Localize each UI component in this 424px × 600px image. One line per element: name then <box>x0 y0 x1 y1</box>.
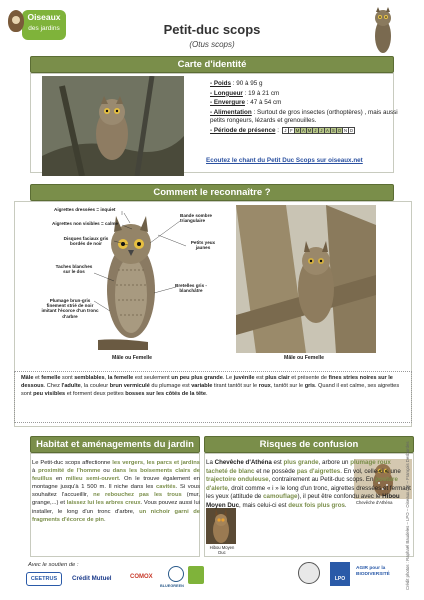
habitat-highlight: ne rebouchez pas les trous <box>93 492 182 499</box>
risk-highlight: plumage roux tacheté de blanc <box>206 459 391 475</box>
desc-highlight: variable <box>191 382 213 389</box>
habitat-phrase: ou <box>100 468 113 475</box>
desc-text: tirant tantôt sur le <box>212 382 259 389</box>
longueur-value: : 19 à 21 cm <box>242 89 280 97</box>
desc-text: est <box>254 375 266 381</box>
habitat-phrase: , <box>143 460 147 466</box>
longueur-row <box>210 90 400 98</box>
month-cell: M <box>307 128 312 134</box>
annotation-aigrettes-dressees: Aigrettes dressées = inquiet <box>54 207 116 212</box>
month-cell: J <box>312 127 319 134</box>
risks-section-heading: Risques de confusion <box>204 436 414 453</box>
desc-text: , tantôt sur le <box>270 382 305 389</box>
periode-sep: : <box>275 127 279 135</box>
habitat-phrase: . Vous pouvez aussi lui installer, le long d'un tronc d'arbre, <box>32 500 200 515</box>
desc-highlight: un peu plus grande <box>171 375 223 381</box>
description-box <box>14 371 412 423</box>
desc-text: , la couleur <box>80 382 110 389</box>
risk-highlight: deux fois plus gros <box>288 501 345 509</box>
identity-owl-photo <box>42 76 184 176</box>
habitat-phrase: (mur, grange,...) et <box>32 492 200 507</box>
logo-line2: des jardins <box>28 25 60 32</box>
presence-calendar <box>283 127 355 134</box>
hibou-caption: Hibou Moyen Duc <box>209 545 235 555</box>
annotation-plumage: Plumage brun-gris finement strié de noir imitant l'écorce d'un tronc d'arbre <box>41 298 99 319</box>
poids-row <box>210 80 400 88</box>
habitat-highlight: cavités <box>156 484 176 491</box>
sponsor-agir-biodiversite[interactable]: AGIR pour la BIODIVERSITÉ <box>356 566 390 577</box>
risk-species: Hibou Moyen Duc <box>206 493 400 509</box>
annotation-petits-yeux: Petits yeux jaunes <box>190 240 216 251</box>
habitat-phrase: . <box>103 516 106 523</box>
alimentation-value: : Surtout de gros insectes (orthoptères) , mais aussi petits rongeurs, lézards et grenouilles. <box>210 109 398 125</box>
desc-highlight: gris <box>304 382 315 389</box>
risk-phrase: , droit comme « i » le long d'un tronc, aigrettes dressées et fermant les yeux (attitude de <box>206 484 411 500</box>
habitat-highlight: proximité de l'homme <box>38 468 101 475</box>
owl-tree-photo <box>236 205 376 353</box>
risk-highlight: posture d'alerte <box>206 476 398 492</box>
caption-right: Mâle ou Femelle <box>284 355 325 361</box>
periode-row <box>210 127 400 135</box>
desc-text: Mâle <box>21 375 34 381</box>
desc-highlight: fines stries noires sur le dessous <box>21 375 393 389</box>
page-header <box>0 0 424 56</box>
sponsor-ceetrus[interactable]: CEETRUS <box>26 572 62 586</box>
desc-text: est seulement <box>133 375 172 381</box>
risk-phrase: . En vol, celle-ci a une <box>340 467 401 475</box>
page-title: Petit-duc scops <box>163 22 261 37</box>
month-cell: S <box>332 128 335 134</box>
month-cell: A <box>302 128 305 134</box>
risk-highlight: trajectoire onduleuse <box>206 476 269 483</box>
recognize-section-heading: Comment le reconnaître ? <box>30 184 394 201</box>
desc-text: l'adulte <box>61 382 81 389</box>
habitat-section-heading: Habitat et aménagements du jardin <box>30 436 200 453</box>
habitat-highlight: dans les boisements clairs de feuillus <box>32 468 200 483</box>
risk-highlight: camouflage <box>263 493 298 500</box>
desc-highlight: bosses sur les côtés de la tête <box>125 390 207 397</box>
month-cell: J <box>282 127 289 134</box>
month-cell: D <box>349 128 353 134</box>
sponsor-comox[interactable]: COMOX <box>130 574 153 580</box>
desc-text: la femelle <box>107 375 134 381</box>
desc-text: et <box>33 375 42 381</box>
sponsor-lpo[interactable]: LPO <box>330 562 350 586</box>
risks-text <box>206 459 414 510</box>
desc-text: juvénile <box>233 375 255 381</box>
desc-text: et présente de <box>289 375 329 381</box>
habitat-highlight: laissez lui les arbres creux <box>66 500 141 507</box>
month-cell: N <box>343 128 347 134</box>
habitat-highlight: les vergers <box>112 460 144 466</box>
desc-text: sont <box>60 375 75 381</box>
risk-phrase: et ne possède <box>254 467 297 475</box>
caption-left: Mâle ou Femelle <box>112 355 153 361</box>
photo-credits: Crédit photos : Raphaël Baudeles – LPO – Oiseaux.net – François Desbordes <box>405 441 410 590</box>
desc-text: . Chez <box>43 382 62 389</box>
page-subtitle: (Otus scops) <box>189 40 235 49</box>
habitat-highlight: les parcs et jardins <box>146 460 200 466</box>
hibou-moyen-duc-photo <box>206 508 236 544</box>
month-cell: M <box>295 128 300 134</box>
desc-text: . Le <box>222 375 234 381</box>
sponsor-credit-mutuel[interactable]: Crédit Mutuel <box>72 575 112 582</box>
desc-highlight: roux <box>258 382 271 389</box>
longueur-label: - Longueur <box>210 89 243 97</box>
envergure-row <box>210 99 400 107</box>
desc-text: . <box>206 390 208 397</box>
desc-text: femelle <box>41 375 61 381</box>
habitat-phrase: à <box>32 468 39 475</box>
risk-phrase: . <box>344 501 347 509</box>
corner-owl-photo <box>372 6 394 56</box>
annotation-disques-faciaux: Disques faciaux gris bordés de noir <box>63 236 109 247</box>
habitat-phrase: en <box>52 476 66 483</box>
annotation-bande-sombre: Bande sombre triangulaire <box>180 213 212 224</box>
green-partner-logo-icon <box>188 566 204 584</box>
annotation-aigrettes-non-visibles: Aigrettes non visibles = calme <box>52 221 118 226</box>
risk-phrase: , arbore un <box>318 459 351 466</box>
bluegreen-logo-icon <box>168 566 184 582</box>
month-cell: A <box>326 128 329 134</box>
annotation-taches-blanches: Taches blanches sur le dos <box>55 264 93 275</box>
risk-phrase: est <box>271 459 284 466</box>
identity-section-heading: Carte d'identité <box>30 56 394 73</box>
poids-value: : 90 à 95 g <box>231 80 263 87</box>
risk-highlight: pas d'aigrettes <box>296 467 341 475</box>
month-cell: J <box>318 127 325 134</box>
desc-text: et forment deux petites <box>65 390 126 397</box>
habitat-highlight: un nichoir garni de fragments d'écorce de pin <box>32 508 200 523</box>
cheveche-caption: Chevêche d'Athéna <box>356 500 393 505</box>
sponsor-bluegreen[interactable]: BLUEGREEN <box>160 584 184 588</box>
habitat-highlight: milieu semi-ouvert <box>65 476 119 483</box>
desc-highlight: plus clair <box>265 375 290 381</box>
desc-highlight: semblables <box>74 375 105 381</box>
habitat-text <box>32 459 200 524</box>
month-cell: O <box>337 128 342 134</box>
desc-highlight: peu visibles <box>33 390 66 397</box>
month-cell: F <box>290 128 293 134</box>
annotation-bretelles: Bretelles gris -blanchâtre <box>175 283 207 294</box>
region-seal-icon <box>298 562 320 584</box>
habitat-phrase: . On le trouve également en montagne jusqu'à 1 500 m. Il niche dans les <box>32 476 200 491</box>
envergure-value: : 47 à 54 cm <box>245 99 282 107</box>
desc-text: . Quand il est calme, ses aigrettes sont <box>21 382 400 397</box>
risk-species: Chevêche d'Athéna <box>214 459 272 466</box>
identity-info <box>210 80 400 137</box>
alimentation-label: - Alimentation <box>210 109 252 117</box>
habitat-phrase: Le Petit-duc scops affectionne <box>32 460 113 466</box>
habitat-phrase: . Si vous souhaitez l'accueillir, <box>32 484 201 499</box>
risk-highlight: plus grande <box>283 459 319 466</box>
listen-song-link[interactable]: Ecoutez le chant du Petit Duc Scops sur oiseaux.net <box>206 157 363 164</box>
desc-text: du plumage est <box>149 382 192 389</box>
envergure-label: - Envergure <box>210 99 245 107</box>
poids-label: - Poids <box>210 80 231 87</box>
risk-phrase: , mais celui-ci est <box>239 501 289 509</box>
risk-phrase: , contrairement au Petit-duc scops. En <box>268 476 376 483</box>
risk-phrase: La <box>206 459 215 466</box>
logo-line1: Oiseaux <box>27 12 61 22</box>
risk-phrase: ), il peut être confondu avec le <box>297 493 383 500</box>
alimentation-row <box>210 109 400 125</box>
desc-text: , <box>104 375 108 381</box>
support-label: Avec le soutien de : <box>28 562 79 568</box>
periode-label: - Période de présence <box>210 127 276 135</box>
desc-highlight: brun vermiculé <box>109 382 150 389</box>
